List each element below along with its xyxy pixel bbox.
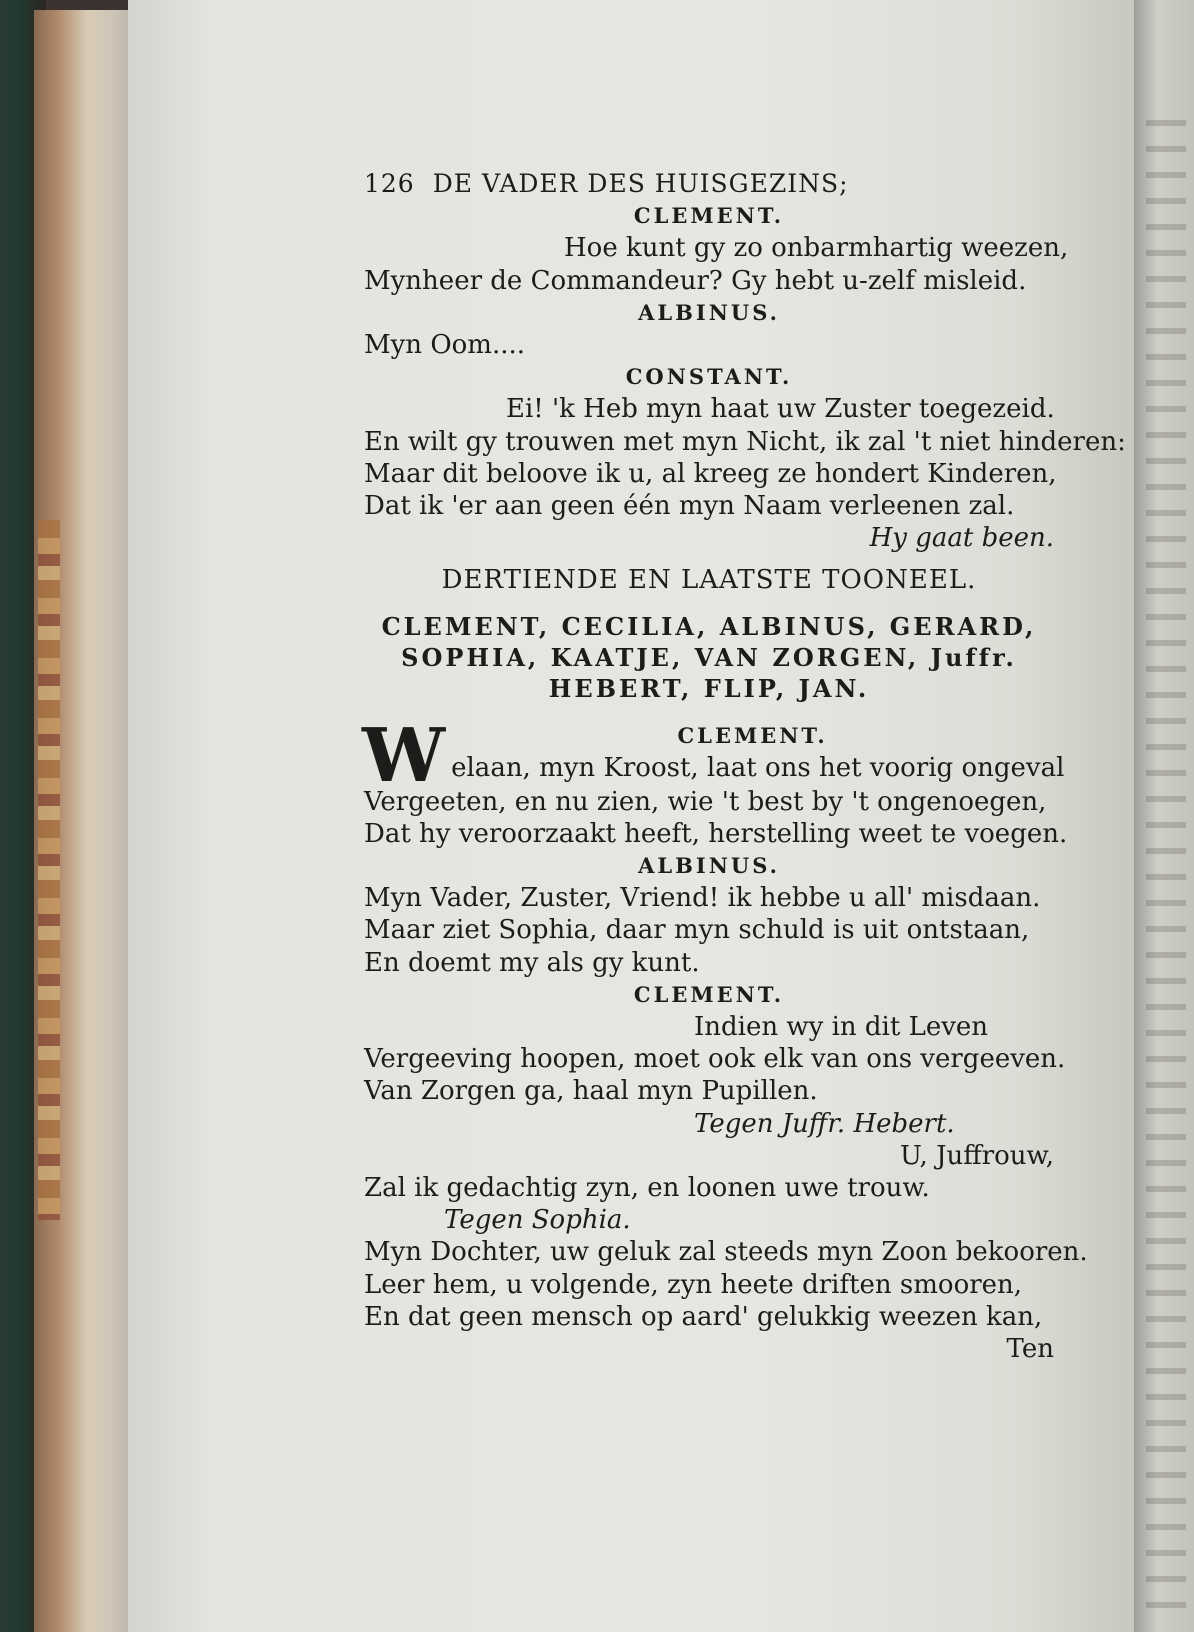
- speaker-name: CLEMENT.: [633, 203, 785, 229]
- verse-line: Van Zorgen ga, haal myn Pupillen.: [364, 1076, 818, 1107]
- verse-line: Hoe kunt gy zo onbarmhartig weezen,: [564, 233, 1069, 264]
- cast-list-line: HEBERT, FLIP, JAN.: [548, 673, 870, 703]
- verse-line: Maar dit beloove ik u, al kreeg ze hondert Kinderen,: [364, 458, 1057, 489]
- stage-direction: Tegen Sophia.: [444, 1205, 631, 1236]
- verse-line: En doemt my als gy kunt.: [364, 947, 700, 978]
- verse-line: Maar ziet Sophia, daar myn schuld is uit ontstaan,: [364, 915, 1030, 946]
- verse-line: Vergeeten, en nu zien, wie 't best by 't ongenoegen,: [364, 786, 1047, 817]
- verse-line: Myn Oom....: [364, 330, 526, 361]
- verse-line: Myn Dochter, uw geluk zal steeds myn Zoon bekooren.: [364, 1237, 1088, 1268]
- stage-direction: Tegen Juffr. Hebert.: [694, 1108, 955, 1139]
- speaker-name: CLEMENT.: [677, 722, 828, 748]
- verse-line: Zal ik gedachtig zyn, en loonen uwe trouw.: [364, 1173, 930, 1204]
- speaker-name: CLEMENT.: [633, 981, 785, 1007]
- verse-line: Mynheer de Commandeur? Gy hebt u-zelf misleid.: [364, 265, 1027, 296]
- verse-line: Ei! 'k Heb myn haat uw Zuster toegezeid.: [506, 394, 1055, 425]
- verse-line: Myn Vader, Zuster, Vriend! ik hebbe u all' misdaan.: [364, 883, 1041, 914]
- verse-line: U, Juffrouw,: [900, 1140, 1054, 1171]
- verse-line: En dat geen mensch op aard' gelukkig weezen kan,: [364, 1301, 1043, 1332]
- running-title: DE VADER DES HUISGEZINS;: [432, 169, 849, 198]
- verse-line: Vergeeving hoopen, moet ook elk van ons vergeeven.: [364, 1044, 1066, 1075]
- verse-line: En wilt gy trouwen met myn Nicht, ik zal 't niet hinderen:: [364, 426, 1126, 457]
- page-text: [362, 168, 1126, 1365]
- cast-list-line: SOPHIA, KAATJE, VAN ZORGEN, Juffr.: [401, 642, 1017, 672]
- page-number: 126: [364, 169, 415, 198]
- marbled-endpaper: [38, 520, 60, 1220]
- running-header: [364, 168, 1054, 200]
- stage-direction: Hy gaat been.: [869, 523, 1054, 554]
- speaker-name: ALBINUS.: [638, 853, 780, 879]
- opening-speech: [362, 712, 1065, 799]
- facing-page-text-edge: [1146, 120, 1186, 1620]
- verse-line: Dat ik 'er aan geen één myn Naam verleenen zal.: [364, 491, 1015, 522]
- speaker-name: CONSTANT.: [625, 364, 793, 390]
- verse-line: elaan, myn Kroost, laat ons het voorig ongeval: [451, 752, 1065, 783]
- verse-line: Dat hy veroorzaakt heeft, herstelling weet te voegen.: [364, 818, 1068, 849]
- verse-line: Leer hem, u volgende, zyn heete driften smooren,: [364, 1269, 1023, 1300]
- cast-list-line: CLEMENT, CECILIA, ALBINUS, GERARD,: [381, 611, 1037, 641]
- verse-line: Indien wy in dit Leven: [694, 1012, 989, 1043]
- drop-cap: W: [362, 712, 446, 799]
- speaker-name: ALBINUS.: [638, 299, 780, 325]
- catchword: Ten: [1006, 1334, 1054, 1365]
- scene-title: DERTIENDE EN LAATSTE TOONEEL.: [441, 565, 977, 596]
